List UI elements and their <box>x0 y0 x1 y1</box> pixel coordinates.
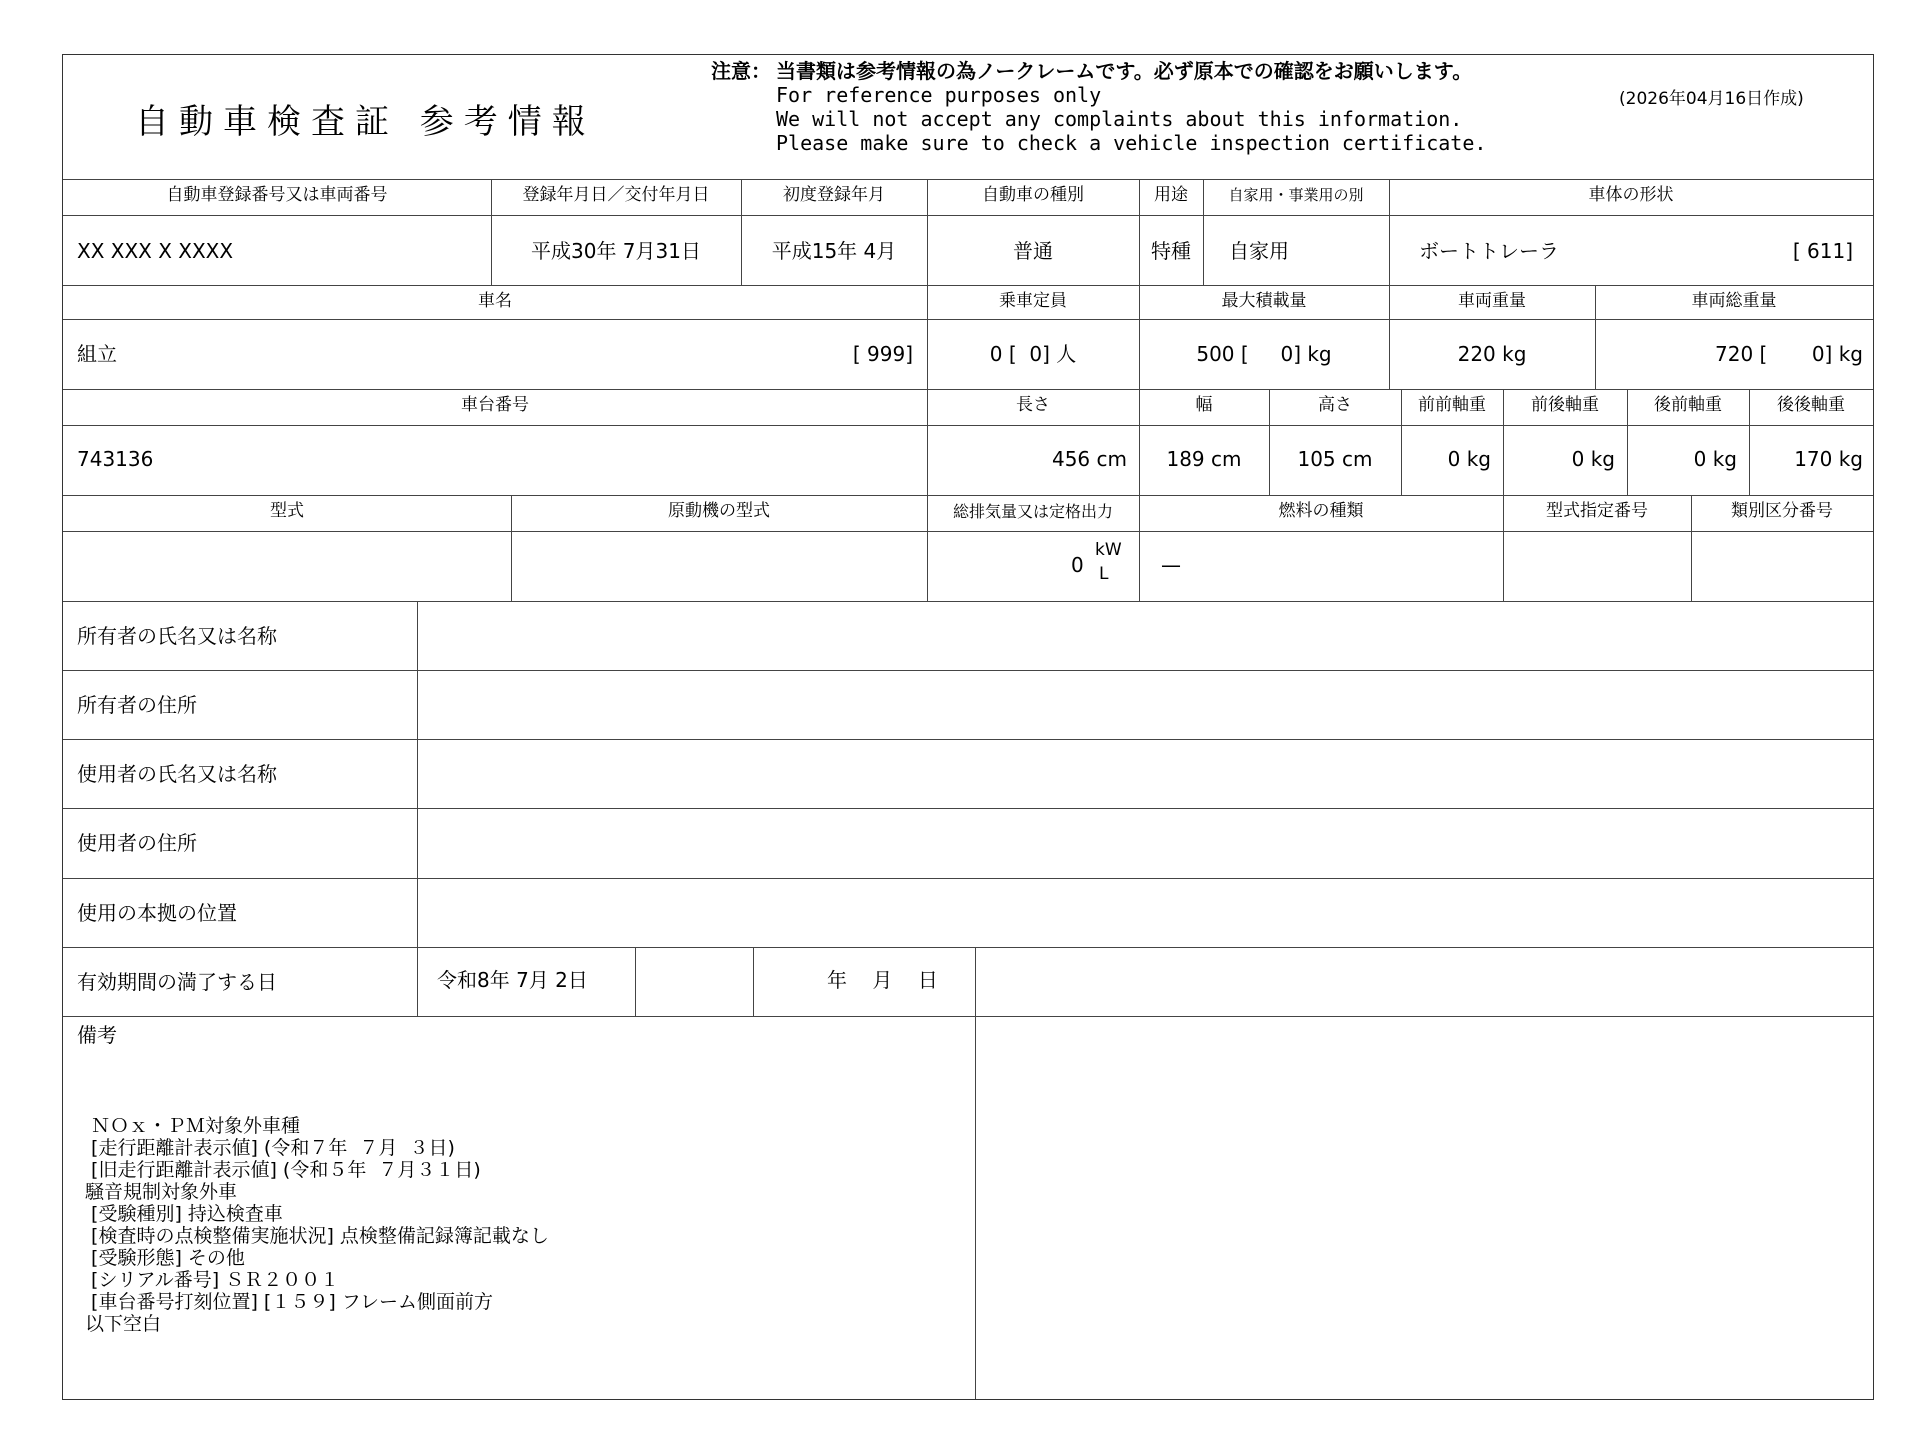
label-engine-model: 原動機の型式 <box>668 501 770 521</box>
label-private-business: 自家用・事業用の別 <box>1228 186 1364 204</box>
label-user-address: 使用者の住所 <box>77 831 197 855</box>
divider <box>63 670 1873 671</box>
remarks-list <box>85 1115 549 1335</box>
notice-en-3: Please make sure to check a vehicle inspection certificate. <box>776 131 1487 155</box>
label-owner-address: 所有者の住所 <box>77 693 197 717</box>
divider <box>753 947 754 1016</box>
divider <box>63 1016 1873 1017</box>
label-category-number: 類別区分番号 <box>1731 501 1833 521</box>
remarks-line: [受験種別] 持込検査車 <box>85 1203 283 1225</box>
divider <box>63 389 1873 390</box>
private-business: 自家用 <box>1229 239 1289 263</box>
created-date: (2026年04月16日作成) <box>1619 89 1804 109</box>
axle-ff: 0 kg <box>1447 447 1491 471</box>
divider <box>63 215 1873 216</box>
label-fuel: 燃料の種類 <box>1278 501 1364 521</box>
unit-kw: kW <box>1095 540 1122 560</box>
height: 105 cm <box>1297 447 1373 471</box>
divider <box>63 319 1873 320</box>
label-height: 高さ <box>1318 395 1352 415</box>
divider <box>63 739 1873 740</box>
body-shape-code: [ 611] <box>1792 239 1853 263</box>
remarks-line: [旧走行距離計表示値] (令和５年 ７月３１日) <box>85 1159 481 1181</box>
car-name-code: [ 999] <box>852 342 913 366</box>
label-vehicle-type: 自動車の種別 <box>982 185 1084 205</box>
first-registration: 平成15年 4月 <box>771 239 897 263</box>
remarks-line: [検査時の点検整備実施状況] 点検整備記録簿記載なし <box>85 1225 549 1247</box>
divider <box>63 878 1873 879</box>
label-width: 幅 <box>1195 395 1213 415</box>
label-axle-ff: 前前軸重 <box>1418 395 1486 415</box>
label-axle-rr: 後後軸重 <box>1777 395 1845 415</box>
label-car-name: 車名 <box>478 291 512 311</box>
label-expiry: 有効期間の満了する日 <box>77 970 277 994</box>
unit-l: L <box>1099 564 1109 584</box>
car-name: 組立 <box>77 342 117 366</box>
page-title: 自動車検査証 参考情報 <box>135 102 596 142</box>
axle-rr: 170 kg <box>1794 447 1863 471</box>
length: 456 cm <box>1051 447 1127 471</box>
label-usage: 用途 <box>1154 185 1188 205</box>
max-load: 500 [ 0] kg <box>1196 342 1332 366</box>
divider <box>417 601 418 1016</box>
label-remarks: 備考 <box>77 1023 117 1047</box>
label-owner-name: 所有者の氏名又は名称 <box>77 624 277 648</box>
vehicle-weight: 220 kg <box>1457 342 1527 366</box>
label-body-shape: 車体の形状 <box>1588 185 1674 205</box>
width: 189 cm <box>1166 447 1242 471</box>
label-displacement: 総排気量又は定格出力 <box>952 502 1113 521</box>
label-type-designation: 型式指定番号 <box>1546 501 1648 521</box>
expiry-date: 令和8年 7月 2日 <box>437 968 588 992</box>
label-axle-rf: 後前軸重 <box>1654 395 1722 415</box>
displacement: 0 <box>1071 553 1084 577</box>
vehicle-type: 普通 <box>1013 239 1053 263</box>
label-base-location: 使用の本拠の位置 <box>77 901 237 925</box>
divider <box>63 179 1873 180</box>
remarks-line: [車台番号打刻位置] [１５９] フレーム側面前方 <box>85 1291 494 1313</box>
divider <box>63 947 1873 948</box>
divider <box>635 947 636 1016</box>
blank-date: 年 月 日 <box>827 968 938 992</box>
chassis-number: 743136 <box>77 447 154 471</box>
label-model: 型式 <box>270 501 304 521</box>
label-first-registration: 初度登録年月 <box>783 185 885 205</box>
label-registration-date: 登録年月日／交付年月日 <box>522 185 710 205</box>
axle-fr: 0 kg <box>1571 447 1615 471</box>
remarks-line: [シリアル番号] ＳＲ２００１ <box>85 1269 340 1291</box>
label-axle-fr: 前後軸重 <box>1531 395 1599 415</box>
label-user-name: 使用者の氏名又は名称 <box>77 762 277 786</box>
label-length: 長さ <box>1016 395 1050 415</box>
capacity: 0 [ 0] 人 <box>989 342 1077 366</box>
inspection-certificate <box>62 54 1874 1400</box>
notice-label: 注意： <box>711 59 771 83</box>
divider <box>63 808 1873 809</box>
label-chassis-number: 車台番号 <box>461 395 529 415</box>
label-gross-weight: 車両総重量 <box>1691 291 1777 311</box>
axle-rf: 0 kg <box>1693 447 1737 471</box>
usage: 特種 <box>1151 239 1191 263</box>
label-vehicle-weight: 車両重量 <box>1458 291 1526 311</box>
divider <box>63 425 1873 426</box>
notice-en-2: We will not accept any complaints about this information. <box>776 107 1463 131</box>
divider <box>63 495 1873 496</box>
divider <box>63 531 1873 532</box>
label-capacity: 乗車定員 <box>999 291 1067 311</box>
remarks-line: [受験形態] その他 <box>85 1247 245 1269</box>
divider <box>63 285 1873 286</box>
remarks-line: 騒音規制対象外車 <box>85 1181 238 1203</box>
divider <box>63 601 1873 602</box>
gross-weight: 720 [ 0] kg <box>1715 342 1863 366</box>
label-max-load: 最大積載量 <box>1221 291 1307 311</box>
notice-text: 当書類は参考情報の為ノークレームです。必ず原本での確認をお願いします。 <box>776 59 1473 83</box>
body-shape: ボートトレーラ <box>1419 239 1559 263</box>
remarks-line: [走行距離計表示値] (令和７年 ７月 ３日) <box>85 1137 455 1159</box>
remarks-line: ＮＯｘ・ＰＭ対象外車種 <box>85 1115 301 1137</box>
registration-date: 平成30年 7月31日 <box>531 239 701 263</box>
remarks-line: 以下空白 <box>85 1313 162 1335</box>
registration-number: XX XXX X XXXX <box>77 239 234 263</box>
label-registration-number: 自動車登録番号又は車両番号 <box>166 185 388 205</box>
fuel: — <box>1161 553 1181 577</box>
notice-en-1: For reference purposes only <box>776 83 1102 107</box>
divider <box>975 947 976 1399</box>
